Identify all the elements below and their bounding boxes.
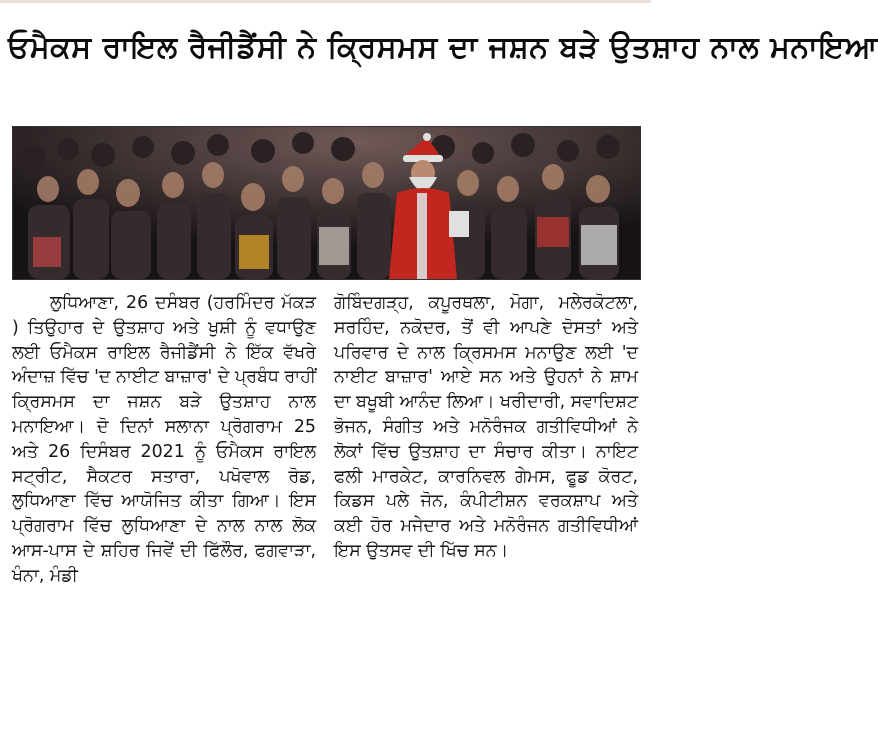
news-photo <box>12 126 641 280</box>
article-text-right: ਗੋਬਿੰਦਗੜ੍ਹ, ਕਪੂਰਥਲਾ, ਮੋਗਾ, ਮਲੇਰਕੋਟਲਾ, ਸਰਹਿੰਦ, ਨਕੋਦਰ, ਤੋਂ ਵੀ ਆਪਣੇ ਦੋਸਤਾਂ ਅਤੇ ਪਰਿਵਾਰ ਦੇ ਨਾਲ ਕ੍ਰਿਸਮਸ ਮਨਾਉਣ ਲਈ 'ਦ ਨਾਈਟ ਬਾਜ਼ਾਰ' ਆਏ ਸਨ ਅਤੇ ਉਹਨਾਂ ਨੇ ਸ਼ਾਮ ਦਾ ਬਖੂਬੀ ਆਨੰਦ ਲਿਆ। ਖਰੀਦਾਰੀ, ਸਵਾਦਿਸ਼ਟ ਭੋਜਨ, ਸੰਗੀਤ ਅਤੇ ਮਨੋਰੰਜਕ ਗਤੀਵਿਧੀਆਂ ਨੇ ਲੋਕਾਂ ਵਿੱਚ ਉਤਸ਼ਾਹ ਦਾ ਸੰਚਾਰ ਕੀਤਾ। ਨਾਇਟ ਫਲੀ ਮਾਰਕੇਟ, ਕਾਰਨਿਵਲ ਗੇਮਸ, ਫੂਡ ਕੋਰਟ, ਕਿਡਸ ਪਲੇ ਜੋਨ, ਕੰਪੀਟੀਸ਼ਨ ਵਰਕਸ਼ਾਪ ਅਤੇ ਕਈ ਹੋਰ ਮਜੇਦਾਰ ਅਤੇ ਮਨੋਰੰਜਨ ਗਤੀਵਿਧੀਆਂ ਇਸ ਉਤਸਵ ਦੀ ਖਿੱਚ ਸਨ। <box>334 293 638 561</box>
article-column-right <box>334 291 638 564</box>
article-text-left: ਲੁਧਿਆਣਾ, 26 ਦਸੰਬਰ (ਹਰਮਿੰਦਰ ਮੱਕੜ ) ਤਿਉਹਾਰ ਦੇ ਉਤਸ਼ਾਹ ਅਤੇ ਖੁਸ਼ੀ ਨੂੰ ਵਧਾਉਣ ਲਈ ਓਮੈਕਸ ਰਾਇਲ ਰੈਜੀਡੈਂਸੀ ਨੇ ਇੱਕ ਵੱਖਰੇ ਅੰਦਾਜ਼ ਵਿੱਚ 'ਦ ਨਾਈਟ ਬਾਜ਼ਾਰ' ਦੇ ਪ੍ਰਬੰਧ ਰਾਹੀਂ ਕ੍ਰਿਸਮਸ ਦਾ ਜਸ਼ਨ ਬੜੇ ਉਤਸ਼ਾਹ ਨਾਲ ਮਨਾਇਆ। ਦੋ ਦਿਨਾਂ ਸਲਾਨਾ ਪ੍ਰੋਗਰਾਮ 25 ਅਤੇ 26 ਦਿਸੰਬਰ 2021 ਨੂੰ ਓਮੈਕਸ ਰਾਇਲ ਸਟ੍ਰੀਟ, ਸੈਕਟਰ ਸਤਾਰਾ, ਪਖੋਵਾਲ ਰੋਡ, ਲੁਧਿਆਣਾ ਵਿੱਚ ਆਯੋਜਿਤ ਕੀਤਾ ਗਿਆ। ਇਸ ਪ੍ਰੋਗਰਾਮ ਵਿੱਚ ਲੁਧਿਆਣਾ ਦੇ ਨਾਲ ਨਾਲ ਲੋਕ ਆਸ-ਪਾਸ ਦੇ ਸ਼ਹਿਰ ਜਿਵੇਂ ਦੀ ਫਿੱਲੌਰ, ਫਗਵਾੜਾ, ਖੰਨਾ, ਮੰਡੀ <box>12 293 316 586</box>
article-body <box>0 291 651 743</box>
top-rule <box>0 0 651 3</box>
headline: ਓਮੈਕਸ ਰਾਇਲ ਰੈਜੀਡੈਂਸੀ ਨੇ ਕ੍ਰਿਸਮਸ ਦਾ ਜਸ਼ਨ ਬੜੇ ਉਤਸ਼ਾਹ ਨਾਲ ਮਨਾਇਆ <box>8 30 878 65</box>
crowd-photo-illustration <box>13 127 640 279</box>
article-column-left <box>12 291 316 589</box>
